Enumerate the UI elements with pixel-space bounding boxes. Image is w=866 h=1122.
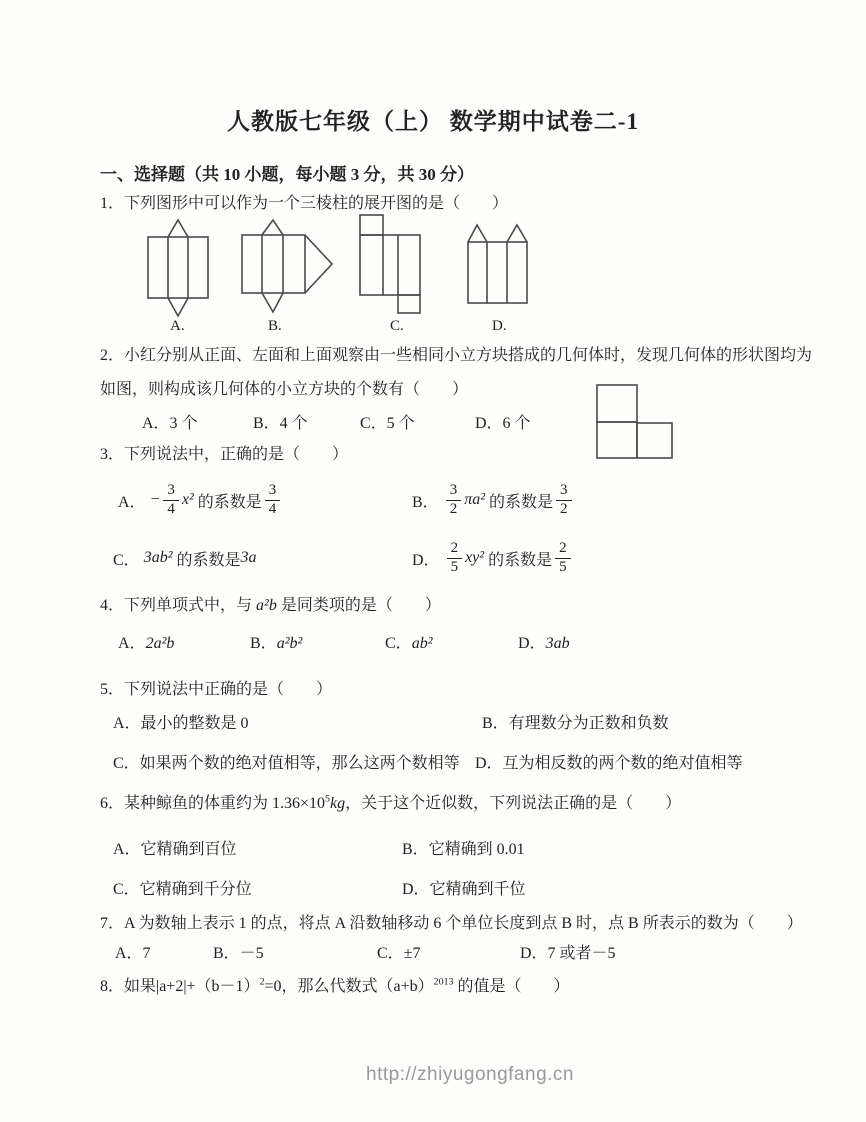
- question-4-text: [100, 592, 441, 615]
- fraction-numerator: 3: [556, 483, 572, 501]
- fraction: [556, 483, 572, 518]
- q2-option-b: B．4 个: [253, 415, 308, 432]
- fraction-numerator: 2: [555, 541, 571, 559]
- q6-option-b: B．它精确到 0.01: [402, 841, 525, 858]
- option-label: B．: [250, 635, 277, 652]
- fraction: [265, 483, 281, 518]
- math-term: ab²: [411, 635, 433, 652]
- question-text-part: ，关于这个近似数，下列说法正确的是（ ）: [345, 795, 682, 812]
- q5-option-a: A．最小的整数是 0: [113, 715, 249, 732]
- option-text: 的系数是: [197, 493, 262, 511]
- question-text-part: 8．如果|a+2|+（b－1）: [100, 978, 260, 995]
- minus-sign: −: [149, 491, 161, 508]
- fraction-denominator: 5: [559, 558, 567, 575]
- q1-label-c: C.: [390, 318, 404, 334]
- exponent: 2: [259, 976, 265, 988]
- option-text: 的系数是: [488, 551, 553, 569]
- option-text: 的系数是: [176, 551, 241, 569]
- math-term: 2a²b: [145, 635, 175, 652]
- math-term: a²b: [256, 597, 277, 614]
- option-text: 的系数是: [489, 493, 554, 511]
- fraction: [446, 483, 462, 518]
- fraction-denominator: 2: [560, 500, 568, 517]
- option-label: B．: [412, 493, 439, 511]
- fraction-numerator: 2: [447, 541, 463, 559]
- option-label: A．: [118, 493, 146, 511]
- q4-option-d: [518, 630, 570, 653]
- fraction-numerator: 3: [446, 483, 462, 501]
- question-8-text: [100, 973, 570, 996]
- question-text-part: 4．下列单项式中，与: [100, 597, 253, 614]
- exponent: 5: [325, 793, 330, 805]
- math-term: 3ab: [545, 635, 570, 652]
- fraction-denominator: 4: [268, 500, 277, 517]
- cube-view-icon: [595, 383, 677, 461]
- math-term: a²b²: [276, 635, 303, 652]
- fraction: [447, 541, 463, 576]
- q3-option-d: [412, 536, 574, 580]
- question-5-text: 5．下列说法中正确的是（ ）: [100, 681, 333, 698]
- fraction: [555, 541, 571, 576]
- prism-net-c-icon: [358, 213, 422, 315]
- q7-option-b: B．－5: [213, 945, 264, 962]
- q1-figure-a: [146, 218, 210, 318]
- option-label: D．: [412, 551, 440, 569]
- fraction: [163, 483, 179, 518]
- option-label: C．: [113, 551, 140, 569]
- q1-figure-b: [240, 218, 336, 314]
- q7-option-d: D．7 或者－5: [520, 945, 616, 962]
- q3-option-c: [113, 536, 257, 580]
- question-1-text: 1．下列图形中可以作为一个三棱柱的展开图的是（ ）: [100, 195, 509, 212]
- math-term: x²: [181, 491, 194, 508]
- option-label: C．: [385, 635, 412, 652]
- fraction-denominator: 2: [449, 500, 458, 517]
- q2-option-a: A．3 个: [142, 415, 198, 432]
- fraction-denominator: 4: [167, 500, 175, 517]
- q4-option-c: [385, 630, 432, 653]
- q1-figure-c: [358, 213, 422, 315]
- q2-option-d: D．6 个: [475, 415, 531, 432]
- question-text-part: 的值是（ ）: [453, 978, 570, 995]
- math-term: 3a: [240, 549, 257, 566]
- math-term: xy²: [465, 549, 485, 566]
- q1-label-d: D.: [492, 318, 507, 334]
- option-label: D．: [518, 635, 546, 652]
- math-term: πa²: [464, 491, 485, 508]
- question-6-text: [100, 790, 681, 813]
- question-2-line1: 2．小红分别从正面、左面和上面观察由一些相同小立方块搭成的几何体时，发现几何体的形状图均为: [100, 347, 813, 364]
- math-term: 3ab²: [143, 549, 173, 566]
- q2-figure-cubes: [595, 383, 677, 461]
- exponent: 2013: [433, 976, 454, 988]
- q7-option-c: C．±7: [377, 945, 421, 962]
- q3-option-a: [118, 478, 283, 522]
- q3-option-b: [412, 478, 575, 522]
- question-text-part: =0，那么代数式（a+b）: [264, 978, 434, 995]
- fraction-numerator: 3: [265, 483, 281, 501]
- unit-kg: kg: [329, 795, 346, 812]
- q6-option-c: C．它精确到千分位: [113, 881, 252, 898]
- prism-net-d-icon: [466, 223, 530, 307]
- q1-label-a: A.: [170, 318, 185, 334]
- q7-option-a: A．7: [115, 945, 151, 962]
- q5-option-c: C．如果两个数的绝对值相等，那么这两个数相等: [113, 755, 460, 772]
- q6-option-a: A．它精确到百位: [113, 841, 237, 858]
- q2-option-c: C．5 个: [360, 415, 415, 432]
- fraction-denominator: 5: [450, 558, 459, 575]
- question-3-text: 3．下列说法中，正确的是（ ）: [100, 446, 349, 463]
- question-text-part: 6．某种鲸鱼的体重约为 1.36×10: [100, 795, 326, 812]
- prism-net-b-icon: [240, 218, 336, 314]
- question-2-line2: 如图，则构成该几何体的小立方块的个数有（ ）: [100, 381, 469, 398]
- q5-option-d: D．互为相反数的两个数的绝对值相等: [475, 755, 743, 772]
- section-heading: 一、选择题（共 10 小题，每小题 3 分，共 30 分）: [100, 165, 474, 184]
- q5-option-b: B．有理数分为正数和负数: [482, 715, 669, 732]
- question-text-part: 是同类项的是（ ）: [280, 597, 441, 614]
- question-7-text: 7．A 为数轴上表示 1 的点，将点 A 沿数轴移动 6 个单位长度到点 B 时，点 B 所表示的数为（ ）: [100, 915, 803, 932]
- fraction-numerator: 3: [163, 483, 179, 501]
- q6-option-d: D．它精确到千位: [402, 881, 526, 898]
- q4-option-b: [250, 630, 302, 653]
- q1-label-b: B.: [268, 318, 282, 334]
- q4-option-a: [118, 630, 174, 653]
- q1-figure-d: [466, 223, 530, 307]
- watermark-url: http://zhiyugongfang.cn: [366, 1064, 574, 1085]
- page-title: 人教版七年级（上） 数学期中试卷二-1: [227, 109, 639, 134]
- prism-net-a-icon: [146, 218, 210, 318]
- option-label: A．: [118, 635, 146, 652]
